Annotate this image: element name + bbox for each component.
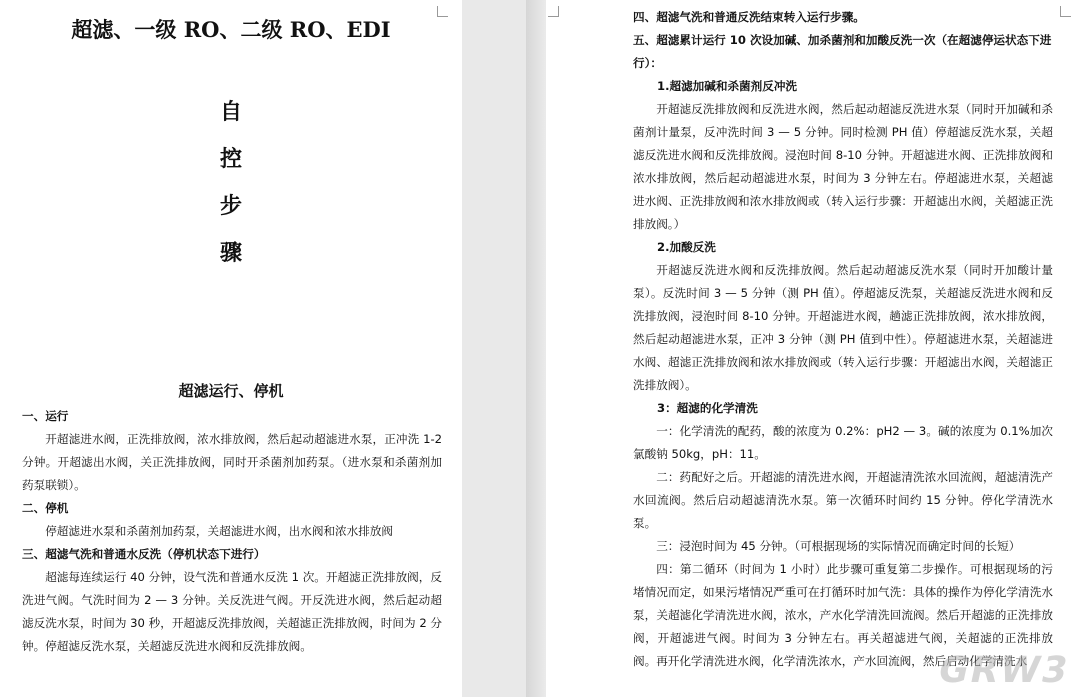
step-text: 一：化学清洗的配药，酸的浓度为 0.2%：pH2 — 3。碱的浓度为 0.1%加次氯酸钠 50kg，pH：11。: [633, 424, 1053, 461]
document-title: 超滤、一级 RO、二级 RO、EDI: [71, 17, 391, 42]
step-heading: 二、停机: [22, 501, 69, 515]
step-text: 二：药配好之后。开超滤的清洗进水阀，开超滤清洗浓水回流阀，超滤清洗产水回流阀。然后启动超滤清洗水泵。第一次循环时间约 15 分钟。停化学清洗水泵。: [633, 470, 1053, 530]
vertical-title-char: 自: [219, 99, 242, 125]
vertical-title-char: 骤: [219, 240, 242, 266]
right-body: [633, 6, 1053, 673]
document-page-right: [546, 0, 1079, 697]
vertical-title-char: 控: [219, 146, 242, 172]
step-text: 开超滤反洗排放阀和反洗进水阀，然后起动超滤反洗进水泵（同时开加碱和杀菌剂计量泵，反冲洗时间 3 — 5 分钟。同时检测 PH 值）停超滤反洗水泵，关超滤反洗进水阀和反洗排放阀。浸泡时间 8-10 分钟。开超滤进水阀、正洗排放阀和浓水排放阀，然后起动超滤进水泵，时间为 3 分钟左右。停超滤进水泵，关超滤进水阀、正洗排放阀和浓水排放阀或（转入运行步骤：开超滤出水阀，关超滤正洗排放阀。）: [633, 102, 1053, 231]
step-text: 开超滤进水阀，正洗排放阀，浓水排放阀，然后起动超滤进水泵，正冲洗 1-2 分钟。开超滤出水阀，关正洗排放阀，同时开杀菌剂加药泵。（进水泵和杀菌剂加药泵联锁）。: [22, 432, 442, 492]
sub-heading: 1.超滤加碱和杀菌剂反冲洗: [657, 79, 798, 93]
sub-heading: 2.加酸反洗: [657, 240, 716, 254]
page-gutter: [462, 0, 546, 697]
section-title: 超滤运行、停机: [178, 382, 284, 400]
left-body: [22, 405, 442, 658]
vertical-title-char: 步: [219, 193, 242, 219]
step-heading: 三、超滤气洗和普通水反洗（停机状态下进行）: [22, 547, 266, 561]
step-text: 三：浸泡时间为 45 分钟。（可根据现场的实际情况而确定时间的长短）: [656, 539, 1021, 553]
sub-heading: 3：超滤的化学清洗: [657, 401, 758, 415]
site-watermark: GRW3: [934, 650, 1074, 691]
step-heading: 一、运行: [22, 409, 69, 423]
page-corner-mark: [1060, 6, 1071, 17]
page-corner-mark: [548, 6, 559, 17]
step-heading: 四、超滤气洗和普通反洗结束转入运行步骤。: [633, 10, 865, 24]
document-page-left: [0, 0, 462, 697]
step-text: 四：第二循环（时间为 1 小时）此步骤可重复第二步操作。可根据现场的污堵情况而定，如果污堵情况严重可在打循环时加气洗：具体的操作为停化学清洗水泵，关超滤化学清洗进水阀，浓水，产水化学清洗回流阀。然后开超滤的正洗排放阀，开超滤进气阀。时间为 3 分钟左右。再关超滤进气阀，关超滤的正洗排放阀。再开化学清洗进水阀，化学清洗浓水，产水回流阀，然后启动化学清洗水: [633, 562, 1053, 668]
step-heading: 五、超滤累计运行 10 次设加碱、加杀菌剂和加酸反洗一次（在超滤停运状态下进行）：: [633, 33, 1052, 70]
step-text: 停超滤进水泵和杀菌剂加药泵，关超滤进水阀，出水阀和浓水排放阀: [45, 524, 394, 538]
step-text: 开超滤反洗进水阀和反洗排放阀。然后起动超滤反洗水泵（同时开加酸计量泵）。反洗时间 3 — 5 分钟（测 PH 值）。停超滤反洗泵，关超滤反洗进水阀和反洗排放阀，浸泡时间 8-10 分钟。开超滤进水阀，趟滤正洗排放阀，浓水排放阀，然后起动超滤进水泵，正冲 3 分钟（测 PH 值到中性）。停超滤进水泵，关超滤进水阀、超滤正洗排放阀和浓水排放阀或（转入运行步骤：开超滤出水阀，关超滤正洗排放阀）。: [633, 263, 1053, 392]
step-text: 超滤每连续运行 40 分钟，设气洗和普通水反洗 1 次。开超滤正洗排放阀，反洗进气阀。气洗时间为 2 — 3 分钟。关反洗进气阀。开反洗进水阀，然后起动超滤反洗水泵，时间为 30 秒，开超滤反洗排放阀，关超滤正洗排放阀，时间为 2 分钟。停超滤反洗水泵，关超滤反洗进水阀和反洗排放阀。: [22, 570, 442, 653]
